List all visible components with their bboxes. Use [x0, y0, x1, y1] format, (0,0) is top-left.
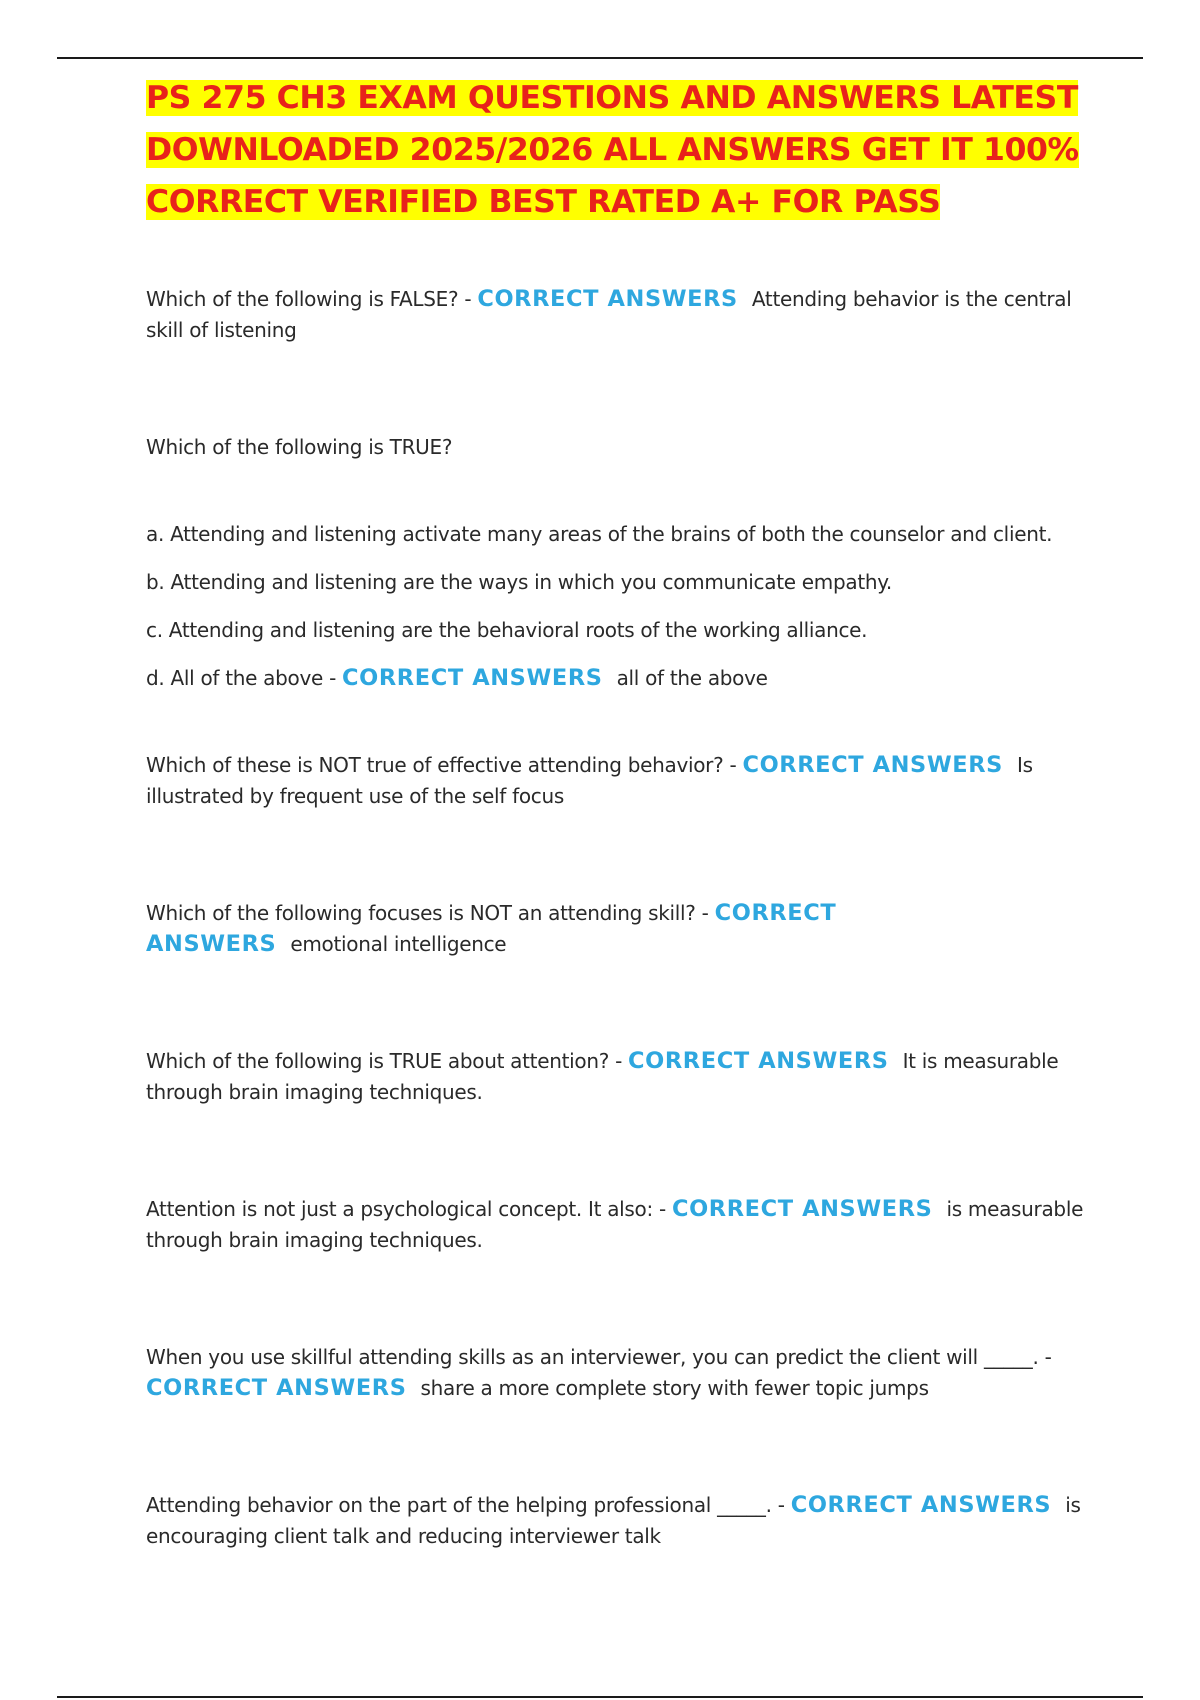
question-text: Attention is not just a psychological concept. It also: - — [146, 1197, 666, 1221]
spacer — [146, 1108, 1086, 1194]
document-body — [146, 72, 1086, 1552]
option-b: b. Attending and listening are the ways in which you communicate empathy. — [146, 570, 892, 594]
answer-text: all of the above — [616, 666, 768, 690]
answer-text: It is measurable through brain imaging techniques. — [146, 1049, 1059, 1104]
spacer — [146, 346, 1086, 432]
question-text: Which of the following is TRUE? — [146, 435, 453, 459]
spacer — [146, 1256, 1086, 1342]
correct-answers-label: CORRECT ANSWERS — [146, 900, 837, 957]
answer-text: is measurable through brain imaging techniques. — [146, 1197, 1084, 1252]
spacer — [146, 694, 1086, 750]
qa-item-8 — [146, 1490, 1086, 1552]
correct-answers-label: CORRECT ANSWERS — [628, 1048, 889, 1074]
question-text: When you use skillful attending skills as an interviewer, you can predict the client will _____. - — [146, 1345, 1052, 1369]
question-text: Attending behavior on the part of the helping professional _____. - — [146, 1493, 785, 1517]
spacer — [146, 1404, 1086, 1490]
correct-answers-label: CORRECT ANSWERS — [477, 286, 738, 312]
top-rule — [57, 57, 1143, 59]
spacer — [146, 463, 1086, 519]
qa-item-5 — [146, 1046, 1086, 1108]
option-d — [146, 663, 1086, 694]
qa-item-2 — [146, 432, 1086, 694]
question-text: Which of the following is TRUE about attention? - — [146, 1049, 622, 1073]
correct-answers-label: CORRECT ANSWERS — [790, 1492, 1052, 1518]
qa-item-1 — [146, 284, 1086, 346]
option-a: a. Attending and listening activate many areas of the brains of both the counselor and client. — [146, 522, 1053, 546]
qa-item-3 — [146, 750, 1086, 812]
answer-text: Attending behavior is the central skill of listening — [146, 287, 1072, 342]
correct-answers-label: CORRECT ANSWERS — [342, 665, 603, 691]
qa-item-4 — [146, 898, 1086, 960]
spacer — [146, 960, 1086, 1046]
correct-answers-label: CORRECT ANSWERS — [146, 1375, 407, 1401]
question-text: Which of the following is FALSE? - — [146, 287, 472, 311]
answer-text: Is illustrated by frequent use of the self focus — [146, 753, 1033, 808]
question-text: Which of these is NOT true of effective attending behavior? - — [146, 753, 737, 777]
correct-answers-label: CORRECT ANSWERS — [742, 752, 1003, 778]
title-highlight: PS 275 CH3 EXAM QUESTIONS AND ANSWERS LATEST DOWNLOADED 2025/2026 ALL ANSWERS GET IT 100% CORRECT VERIFIED BEST RATED A+ FOR PASS — [146, 80, 1079, 220]
qa-item-6 — [146, 1194, 1086, 1256]
document-title — [146, 72, 1086, 228]
answer-text: emotional intelligence — [290, 932, 507, 956]
question-text: Which of the following focuses is NOT an attending skill? - — [146, 901, 709, 925]
answer-text: is encouraging client talk and reducing interviewer talk — [146, 1493, 1081, 1548]
option-d-text: d. All of the above - — [146, 666, 336, 690]
answer-text: share a more complete story with fewer topic jumps — [420, 1376, 929, 1400]
qa-item-7 — [146, 1342, 1086, 1404]
option-c: c. Attending and listening are the behavioral roots of the working alliance. — [146, 618, 868, 642]
correct-answers-label: CORRECT ANSWERS — [671, 1196, 933, 1222]
bottom-rule — [57, 1696, 1143, 1698]
spacer — [146, 812, 1086, 898]
